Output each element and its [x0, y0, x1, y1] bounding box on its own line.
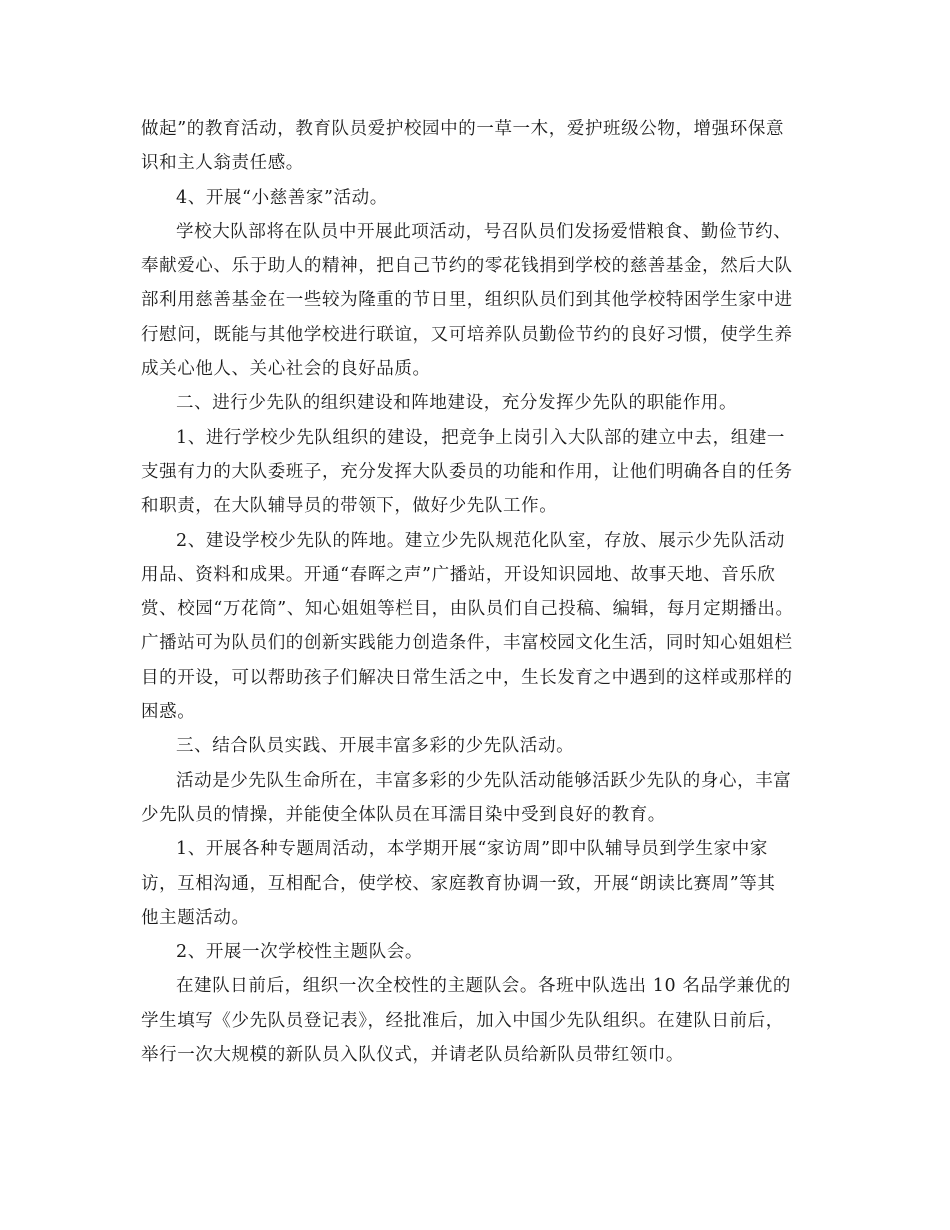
paragraph [141, 729, 817, 763]
text-line: 1、开展各种专题周活动，本学期开展“家访周”即中队辅导员到学生家中家 [176, 839, 768, 860]
paragraph [141, 524, 817, 730]
text-line: 学生填写《少先队员登记表》，经批准后，加入中国少先队组织。在建队日前后， [141, 1010, 784, 1031]
text-line: 三、结合队员实践、开展丰富多彩的少先队活动。 [176, 736, 575, 757]
paragraph [141, 935, 817, 969]
paragraph [141, 832, 817, 935]
text-line: 支强有力的大队委班子，充分发挥大队委员的功能和作用，让他们明确各自的任务 [141, 461, 793, 482]
text-line: 行慰问，既能与其他学校进行联谊，又可培养队员勤俭节约的良好习惯，使学生养 [141, 324, 793, 345]
text-line: 在建队日前后，组织一次全校性的主题队会。各班中队选出 10 名品学兼优的 [176, 976, 791, 997]
text-line: 少先队员的情操，并能使全体队员在耳濡目染中受到良好的教育。 [141, 804, 666, 825]
text-line: 和职责，在大队辅导员的带领下，做好少先队工作。 [141, 496, 558, 517]
text-line: 目的开设，可以帮助孩子们解决日常生活之中，生长发育之中遇到的这样或那样的 [141, 667, 793, 688]
text-line: 广播站可为队员们的创新实践能力创造条件，丰富校园文化生活，同时知心姐姐栏 [141, 633, 793, 654]
text-line: 举行一次大规模的新队员入队仪式，并请老队员给新队员带红领巾。 [141, 1045, 684, 1066]
text-line: 访，互相沟通，互相配合，使学校、家庭教育协调一致，开展“朗读比赛周”等其 [141, 873, 776, 894]
paragraph [141, 386, 817, 420]
text-line: 2、开展一次学校性主题队会。 [176, 942, 424, 963]
paragraph [141, 969, 817, 1072]
text-line: 部利用慈善基金在一些较为隆重的节日里，组织队员们到其他学校特困学生家中进 [141, 290, 793, 311]
text-line: 学校大队部将在队员中开展此项活动，号召队员们发扬爱惜粮食、勤俭节约、 [176, 221, 792, 242]
text-line: 用品、资料和成果。开通“春晖之声”广播站，开设知识园地、故事天地、音乐欣 [141, 564, 776, 585]
text-line: 二、进行少先队的组织建设和阵地建设，充分发挥少先队的职能作用。 [176, 393, 738, 414]
text-line: 活动是少先队生命所在，丰富多彩的少先队活动能够活跃少先队的身心，丰富 [176, 770, 792, 791]
paragraph [141, 181, 817, 215]
text-line: 4、开展“小慈善家”活动。 [176, 187, 388, 208]
paragraph [141, 764, 817, 833]
text-line: 困惑。 [141, 702, 196, 723]
document-page [141, 112, 817, 1072]
text-line: 他主题活动。 [141, 907, 250, 928]
text-line: 2、建设学校少先队的阵地。建立少先队规范化队室，存放、展示少先队活动 [176, 530, 786, 551]
text-line: 识和主人翁责任感。 [141, 153, 304, 174]
text-line: 奉献爱心、乐于助人的精神，把自己节约的零花钱捐到学校的慈善基金，然后大队 [141, 256, 793, 277]
text-line: 赏、校园“万花筒”、知心姐姐等栏目，由队员们自己投稿、编辑，每月定期播出。 [141, 599, 794, 620]
text-line: 做起”的教育活动，教育队员爱护校园中的一草一木，爱护班级公物，增强环保意 [141, 119, 785, 139]
text-line: 成关心他人、关心社会的良好品质。 [141, 359, 431, 380]
paragraph [141, 421, 817, 524]
text-line: 1、进行学校少先队组织的建设，把竞争上岗引入大队部的建立中去，组建一 [176, 427, 786, 448]
paragraph [141, 112, 817, 181]
paragraph [141, 215, 817, 386]
